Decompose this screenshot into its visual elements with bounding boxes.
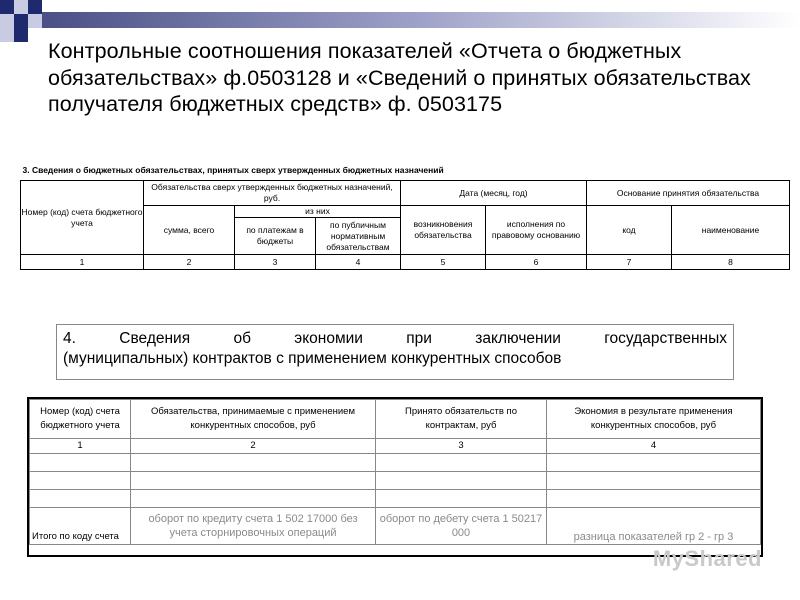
t2-col-num-3: 3: [376, 439, 547, 454]
section-4-line-2: (муниципальных) контрактов с применением конкурентных способов: [63, 350, 562, 367]
table-4-economy: [27, 397, 763, 557]
col-num-7: 7: [587, 255, 672, 270]
table-row: [30, 472, 761, 490]
decor-square-light-1: [14, 0, 28, 14]
header-account-2: Номер (код) счета бюджетного учета: [30, 400, 131, 439]
decor-square-light-2: [0, 14, 14, 28]
section-4-heading: [56, 324, 734, 380]
header-arise: возникновения обязательства: [401, 206, 486, 255]
total-label: Итого по коду счета: [30, 508, 131, 545]
section-4-line-1: 4. Сведения об экономии при заключении государственных: [63, 330, 727, 347]
header-code: код: [587, 206, 672, 255]
total-credit-turnover: оборот по кредиту счета 1 502 17000 без учета сторнировочных операций: [131, 508, 376, 545]
header-basis: Основание принятия обязательства: [587, 181, 790, 206]
header-obligations: Обязательства сверх утвержденных бюджетных назначений, руб.: [144, 181, 401, 206]
decor-square-blue-2: [28, 0, 42, 14]
decor-square-blue-1: [0, 0, 14, 14]
col-num-1: 1: [21, 255, 144, 270]
header-public: по публичным нормативным обязательствам: [316, 218, 401, 255]
header-competitive: Обязательства, принимаемые с применением конкурентных способов, руб: [131, 400, 376, 439]
header-total: сумма, всего: [144, 206, 235, 255]
total-debit-turnover: оборот по дебету счета 1 50217 000: [376, 508, 547, 545]
header-payments: по платежам в бюджеты: [235, 218, 316, 255]
header-execute: исполнения по правовому основанию: [486, 206, 587, 255]
header-economy: Экономия в результате применения конкурентных способов, руб: [547, 400, 761, 439]
table-row: [30, 490, 761, 508]
col-num-8: 8: [672, 255, 790, 270]
t2-col-num-2: 2: [131, 439, 376, 454]
header-account: Номер (код) счета бюджетного учета: [21, 181, 144, 255]
table-row: [30, 454, 761, 472]
col-num-2: 2: [144, 255, 235, 270]
col-num-4: 4: [316, 255, 401, 270]
decor-square-blue-3: [14, 14, 28, 28]
page-title: Контрольные соотношения показателей «Отчета о бюджетных обязательствах» ф.0503128 и «Сведений о принятых обязательствах получателя бюджетных средств» ф. 0503175: [48, 39, 751, 116]
decor-square-light-3: [28, 14, 42, 28]
table-3-obligations: [20, 160, 790, 282]
header-name: наименование: [672, 206, 790, 255]
t2-col-num-4: 4: [547, 439, 761, 454]
table-3-caption: 3. Сведения о бюджетных обязательствах, принятых сверх утвержденных бюджетных назначений: [22, 164, 444, 175]
watermark-logo: MyShared: [652, 546, 762, 571]
decor-square-blue-4: [14, 28, 28, 42]
header-of-them: из них: [235, 206, 401, 218]
total-difference: разница показателей гр 2 - гр 3: [547, 508, 761, 545]
col-num-6: 6: [486, 255, 587, 270]
t2-col-num-1: 1: [30, 439, 131, 454]
header-gradient-bar: [42, 12, 800, 28]
header-date: Дата (месяц, год): [401, 181, 587, 206]
col-num-3: 3: [235, 255, 316, 270]
decor-square-light-4: [0, 28, 14, 42]
header-accepted: Принято обязательств по контрактам, руб: [376, 400, 547, 439]
col-num-5: 5: [401, 255, 486, 270]
